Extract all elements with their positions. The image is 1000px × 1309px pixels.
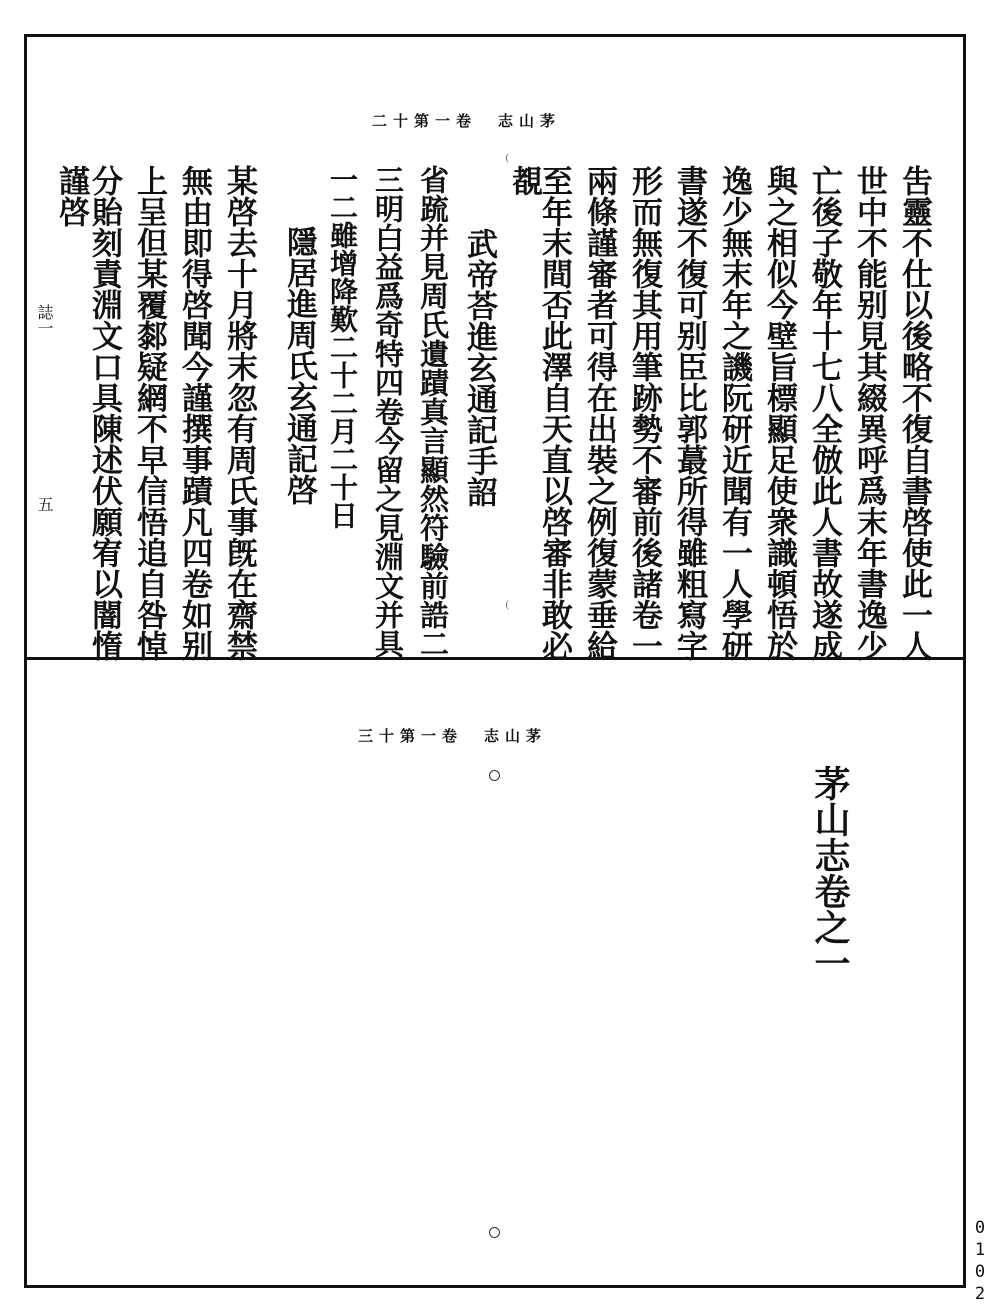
seal-mark: [506, 153, 513, 163]
seal-mark: [506, 600, 513, 610]
top-page-header: 二十第一卷 志山茅: [372, 112, 562, 130]
text-column-4: 與之相似今壁旨標顯足使衆識頓悟於: [761, 165, 797, 661]
text-column-7: 形而無復其用筆跡勢不審前後諸卷一: [626, 165, 662, 661]
text-column-17: 無由即得啓聞今謹撰事蹟凡四卷如别: [176, 165, 212, 661]
text-column-5: 逸少無末年之譏阮研近聞有一人學研: [716, 165, 752, 661]
text-column-19: 分貽刻責淵文口具陳述伏願宥以闇惰: [86, 165, 122, 661]
text-column-9: 至年末間否此澤自天直以啓審非敢必: [536, 165, 572, 661]
text-column-10: 覩: [506, 165, 542, 196]
circle-mark: [489, 770, 500, 781]
circle-mark: [489, 1227, 500, 1238]
text-column-2: 世中不能别見其綴異呼爲末年書逸少: [851, 165, 887, 661]
text-column-11: 武帝荅進玄通記手詔: [461, 228, 497, 507]
margin-label: 誌一: [35, 304, 54, 336]
text-column-16: 某啓去十月將末忽有周氏事旣在齋禁: [221, 165, 257, 661]
text-column-15: 隱居進周氏玄通記啓: [281, 226, 317, 505]
folio-number: 五: [35, 496, 54, 512]
text-column-3: 亡後子敬年十七八全倣此人書故遂成: [806, 165, 842, 661]
volume-title: 茅山志卷之一: [809, 765, 851, 981]
text-column-14: 一二雖增降歎二十二月二十日: [326, 165, 359, 529]
text-column-13: 三明白益爲奇特四卷今留之見淵文并具: [371, 165, 405, 658]
text-column-6: 書遂不復可别臣比郭蕞所得雖粗寫字: [671, 165, 707, 661]
text-column-1: 吿靈不仕以後略不復自書啓使此一人: [896, 165, 932, 661]
text-column-8: 兩條謹審者可得在出裝之例復蒙垂給: [581, 165, 617, 661]
text-column-20: 謹啓: [53, 165, 89, 227]
text-column-18: 上呈但某覆䣛疑網不早信悟追自咎悼: [131, 165, 167, 661]
bottom-page-header: 三十第一卷 志山茅: [358, 727, 548, 745]
text-column-12: 省䟽并見周氏遺蹟真言顯然符驗前誥二: [416, 165, 450, 658]
side-page-number: 0102: [970, 1218, 990, 1306]
